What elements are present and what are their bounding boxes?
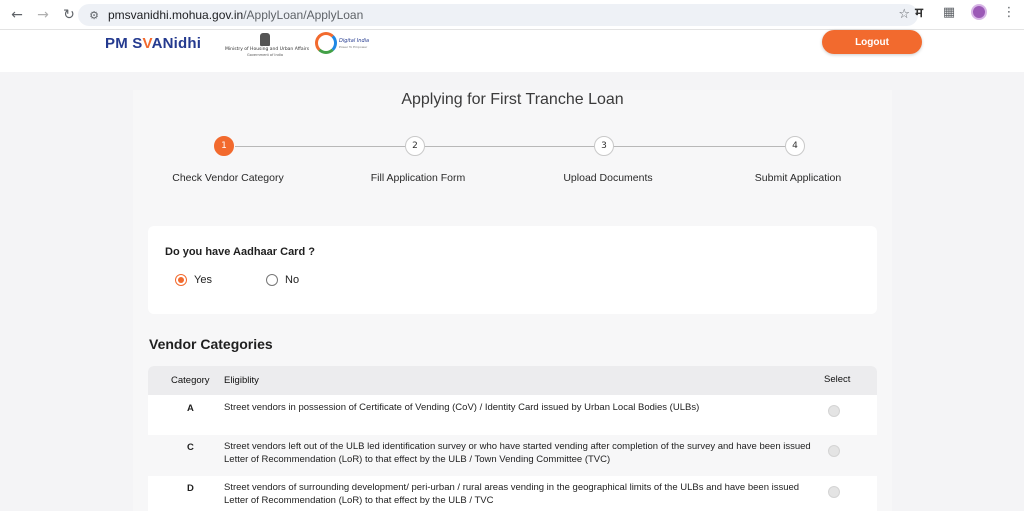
extensions-icon[interactable]: ▦ xyxy=(942,4,956,20)
back-arrow-icon[interactable]: ← xyxy=(11,6,23,23)
progress-stepper xyxy=(133,136,892,186)
translate-icon[interactable]: म xyxy=(915,6,923,21)
step-1-label: Check Vendor Category xyxy=(172,172,284,184)
menu-dots-icon[interactable]: ⋮ xyxy=(1002,4,1016,20)
url-text: pmsvanidhi.mohua.gov.in/ApplyLoan/ApplyLoan xyxy=(108,8,364,22)
bookmark-star-icon[interactable]: ☆ xyxy=(898,7,910,22)
category-a-select-radio[interactable] xyxy=(828,405,840,417)
eligibility-column-header: Eligiblity xyxy=(224,375,259,386)
aadhaar-no-option[interactable]: No xyxy=(266,274,299,286)
digital-india-icon xyxy=(315,32,337,54)
vendor-categories-heading: Vendor Categories xyxy=(149,336,273,352)
category-column-header: Category xyxy=(171,375,210,386)
ministry-name: Ministry of Housing and Urban Affairs xyxy=(225,47,310,52)
table-row xyxy=(148,395,877,435)
profile-avatar[interactable] xyxy=(964,4,994,20)
aadhaar-yes-option[interactable]: Yes xyxy=(175,274,212,286)
category-d-select-radio[interactable] xyxy=(828,486,840,498)
step-4-circle: 4 xyxy=(785,136,805,156)
category-code: A xyxy=(187,403,194,414)
step-3-circle: 3 xyxy=(594,136,614,156)
step-3-label: Upload Documents xyxy=(563,172,653,184)
step-1-circle: 1 xyxy=(214,136,234,156)
site-header xyxy=(0,30,1024,72)
stepper-line xyxy=(235,146,797,147)
table-row xyxy=(148,476,877,511)
step-4-label: Submit Application xyxy=(754,172,842,184)
government-name: Government of India xyxy=(246,53,283,57)
aadhaar-no-radio[interactable] xyxy=(266,274,278,286)
address-bar[interactable] xyxy=(78,4,918,26)
loan-application-card xyxy=(133,90,892,511)
eligibility-text: Street vendors in possession of Certificate of Vending (CoV) / Identity Card issued by Urban Local Bodies (ULBs) xyxy=(224,402,700,413)
step-2-label: Fill Application Form xyxy=(370,172,466,184)
reload-icon[interactable]: ↻ xyxy=(63,6,75,23)
ministry-logo xyxy=(225,33,310,58)
logout-button[interactable]: Logout xyxy=(822,30,922,54)
national-emblem-icon xyxy=(260,33,270,46)
eligibility-text: Street vendors left out of the ULB led identification survey or who have started vending after completion of the survey and have been issued Letter of Recommendation (LoR) to that effect by the ULB / Town Vending Committee (TVC) xyxy=(224,441,811,465)
table-header xyxy=(148,366,877,395)
forward-arrow-icon[interactable]: → xyxy=(37,6,49,23)
select-column-header: Select xyxy=(824,374,851,385)
site-info-icon[interactable]: ⚙ xyxy=(89,8,99,22)
digital-india-logo: Digital India Power To Empower xyxy=(315,32,375,58)
pm-svanidhi-logo: PM SVANidhi xyxy=(105,35,202,52)
aadhaar-question: Do you have Aadhaar Card ? xyxy=(165,246,315,258)
step-2-circle: 2 xyxy=(405,136,425,156)
aadhaar-question-panel xyxy=(148,226,877,314)
vendor-categories-table xyxy=(148,366,877,511)
table-row xyxy=(148,435,877,476)
browser-toolbar xyxy=(0,0,1024,30)
page-title: Applying for First Tranche Loan xyxy=(401,91,624,108)
aadhaar-yes-radio[interactable] xyxy=(175,274,187,286)
category-c-select-radio[interactable] xyxy=(828,445,840,457)
category-code: D xyxy=(187,483,194,494)
eligibility-text: Street vendors of surrounding development/ peri-urban / rural areas vending in the geographical limits of the ULBs and have been issued Letter of Recommendation (LoR) to that effect by the ULB / TVC xyxy=(224,482,800,506)
category-code: C xyxy=(187,442,194,453)
